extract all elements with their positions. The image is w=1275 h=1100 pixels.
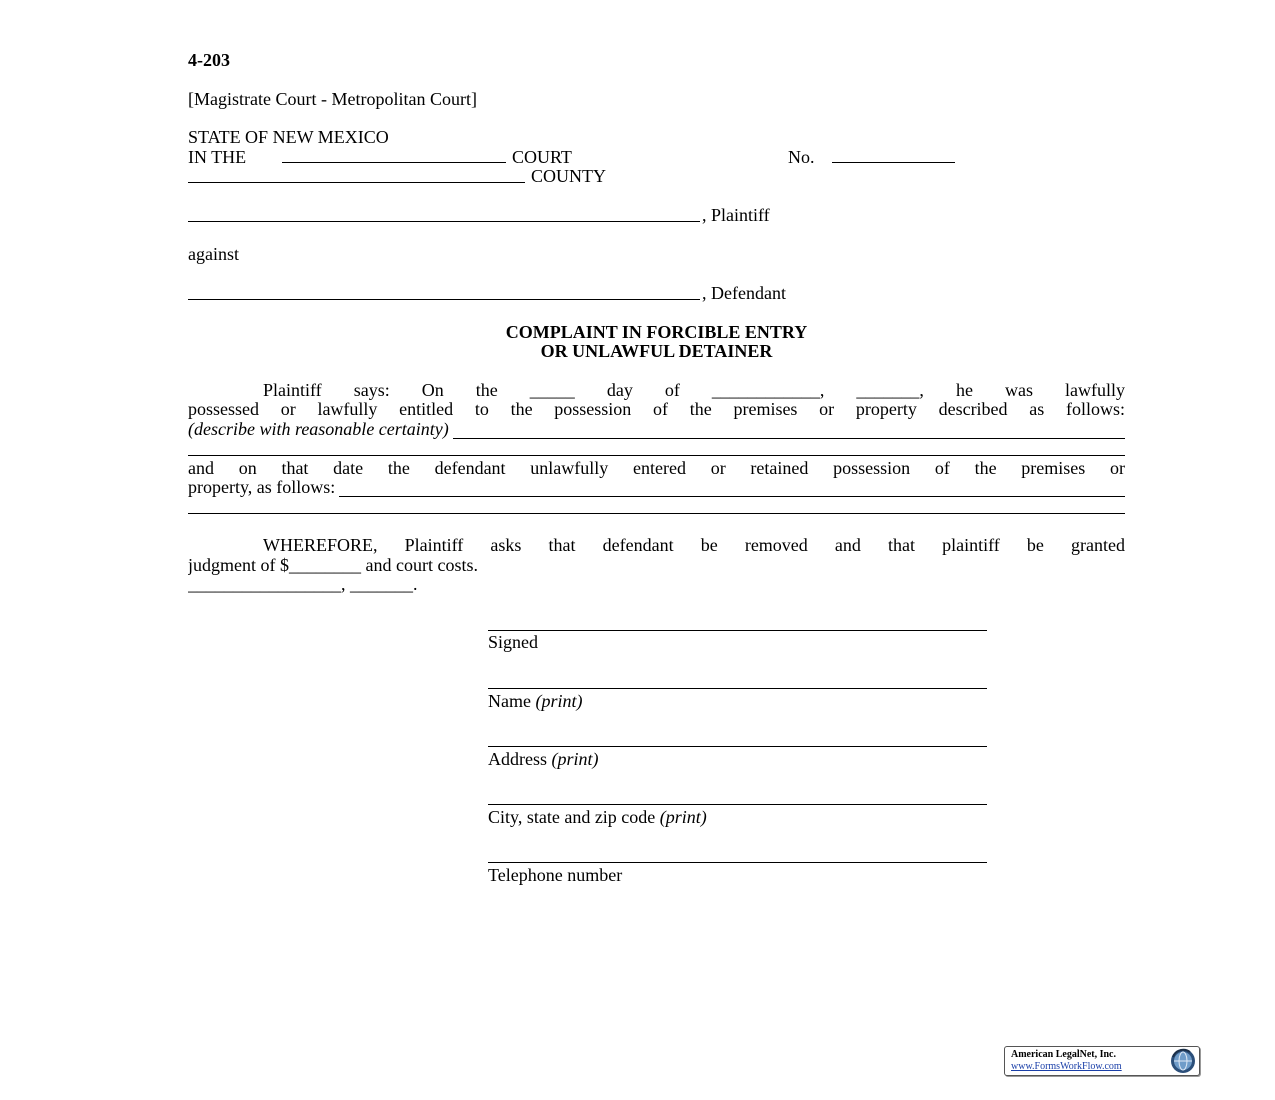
- plaintiff-label: , Plaintiff: [702, 205, 770, 225]
- form-number: 4-203: [188, 50, 230, 70]
- address-label: Address: [488, 749, 547, 769]
- against-label: against: [188, 244, 239, 264]
- case-number-label: No.: [788, 147, 815, 167]
- retention-description-row: [188, 477, 1125, 497]
- city-blank[interactable]: [488, 804, 987, 805]
- signed-label: Signed: [488, 632, 539, 652]
- case-number-blank[interactable]: [832, 162, 955, 163]
- premises-description-blank-2[interactable]: [188, 455, 1125, 456]
- publisher-name: American LegalNet, Inc.: [1011, 1049, 1116, 1060]
- date-line[interactable]: _________________, _______.: [188, 574, 418, 594]
- signature-blank[interactable]: [488, 630, 987, 631]
- complaint-para1-line2: possessed or lawfully entitled to the possession of the premises or property described as follows:: [188, 399, 1125, 419]
- telephone-blank[interactable]: [488, 862, 987, 863]
- defendant-label: , Defendant: [702, 283, 786, 303]
- telephone-label: Telephone number: [488, 865, 623, 885]
- globe-icon: [1170, 1048, 1196, 1074]
- court-label: COURT: [512, 147, 572, 167]
- state-heading: STATE OF NEW MEXICO: [188, 127, 389, 147]
- city-label-row: [488, 807, 707, 827]
- retention-description-blank[interactable]: [339, 480, 1125, 497]
- plaintiff-name-blank[interactable]: [188, 221, 700, 222]
- address-label-row: [488, 749, 599, 769]
- document-title-line2: OR UNLAWFUL DETAINER: [540, 341, 773, 361]
- county-label: COUNTY: [531, 166, 606, 186]
- premises-description-note: (describe with reasonable certainty): [188, 419, 449, 439]
- wherefore-line1: WHEREFORE, Plaintiff asks that defendant be removed and that plaintiff be granted: [263, 535, 1125, 555]
- premises-description-row: [188, 419, 1125, 439]
- address-blank[interactable]: [488, 746, 987, 747]
- county-name-blank[interactable]: [188, 182, 525, 183]
- court-type: [Magistrate Court - Metropolitan Court]: [188, 89, 477, 109]
- premises-description-blank[interactable]: [453, 422, 1125, 439]
- retention-description-label: property, as follows:: [188, 477, 336, 497]
- defendant-name-blank[interactable]: [188, 299, 700, 300]
- publisher-url[interactable]: www.FormsWorkFlow.com: [1011, 1061, 1122, 1072]
- in-the-label: IN THE: [188, 147, 247, 167]
- name-print-note: (print): [535, 691, 583, 711]
- city-print-note: (print): [659, 807, 707, 827]
- name-label-row: [488, 691, 582, 711]
- wherefore-line2: judgment of $________ and court costs.: [188, 555, 478, 575]
- complaint-para1-line1: Plaintiff says: On the _____ day of ____________, _______, he was lawfully: [263, 380, 1125, 400]
- address-print-note: (print): [551, 749, 599, 769]
- complaint-para2-line1: and on that date the defendant unlawfully entered or retained possession of the premises or: [188, 458, 1125, 478]
- publisher-badge[interactable]: [1004, 1046, 1200, 1076]
- name-blank[interactable]: [488, 688, 987, 689]
- retention-description-blank-2[interactable]: [188, 513, 1125, 514]
- document-title-line1: COMPLAINT IN FORCIBLE ENTRY: [505, 322, 808, 342]
- city-label: City, state and zip code: [488, 807, 656, 827]
- court-name-blank[interactable]: [282, 162, 506, 163]
- name-label: Name: [488, 691, 531, 711]
